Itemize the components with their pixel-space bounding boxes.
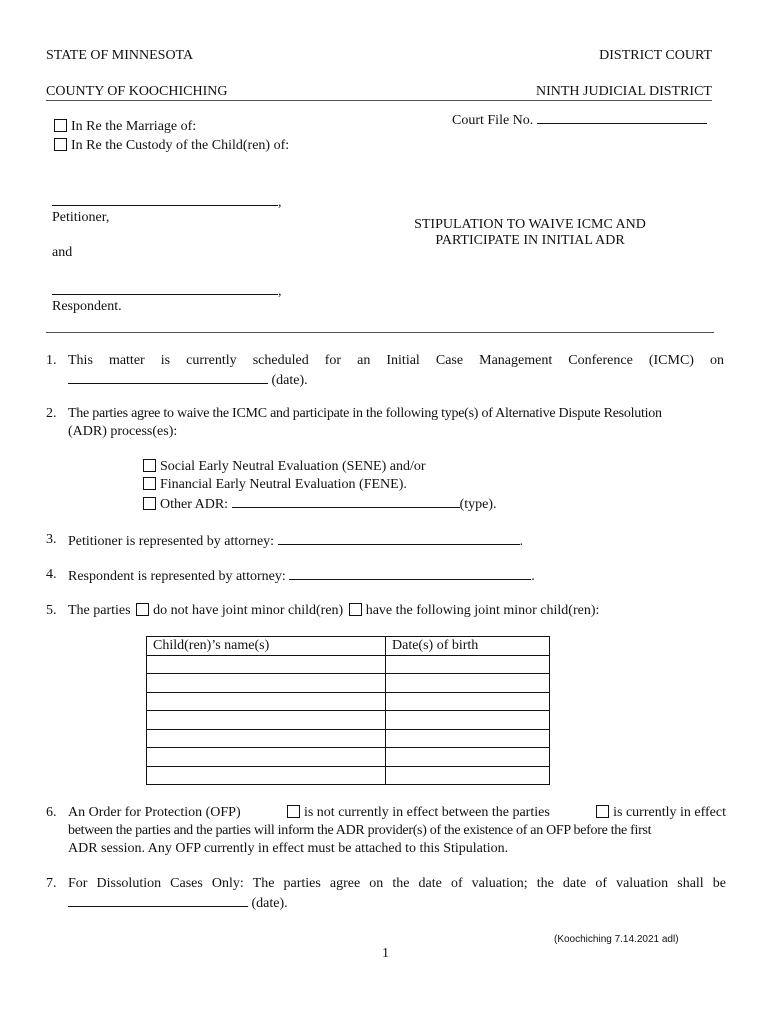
table-row bbox=[147, 692, 550, 711]
item-6-line-3: ADR session. Any OFP currently in effect must be attached to this Stipulation. bbox=[68, 841, 509, 856]
fene-label: Financial Early Neutral Evaluation (FENE). bbox=[160, 477, 407, 492]
item-3-line bbox=[68, 532, 523, 550]
comma: , bbox=[278, 195, 282, 210]
table-row bbox=[147, 729, 550, 748]
child-dob-cell[interactable] bbox=[386, 674, 550, 693]
item-6-line-2: between the parties and the parties will inform the ADR provider(s) of the existence of an OFP before the first bbox=[68, 823, 652, 838]
respondent-name-field[interactable] bbox=[52, 282, 278, 295]
child-name-cell[interactable] bbox=[147, 766, 386, 785]
item-4-number: 4. bbox=[46, 567, 57, 582]
other-adr-type-label: (type). bbox=[459, 497, 497, 512]
sene-label: Social Early Neutral Evaluation (SENE) and/or bbox=[160, 459, 426, 474]
table-row bbox=[147, 748, 550, 767]
item-6-number: 6. bbox=[46, 805, 57, 820]
item-4-line bbox=[68, 567, 535, 585]
no-children-checkbox[interactable] bbox=[136, 603, 149, 616]
state-label: STATE OF MINNESOTA bbox=[46, 48, 194, 63]
child-name-cell[interactable] bbox=[147, 692, 386, 711]
item-5-number: 5. bbox=[46, 603, 57, 618]
children-table bbox=[146, 636, 550, 785]
has-children-checkbox[interactable] bbox=[349, 603, 362, 616]
item-7-text: For Dissolution Cases Only: The parties agree on the date of valuation; the date of valuation shall be bbox=[68, 876, 726, 891]
item-6-line-1 bbox=[68, 805, 726, 821]
table-header-row bbox=[147, 637, 550, 656]
header-rule bbox=[46, 100, 712, 101]
document-title bbox=[380, 217, 680, 249]
child-dob-cell[interactable] bbox=[386, 748, 550, 767]
child-name-header: Child(ren)’s name(s) bbox=[147, 637, 386, 656]
ofp-label: An Order for Protection (OFP) bbox=[68, 805, 241, 820]
item-7-date-line bbox=[68, 894, 288, 912]
period: . bbox=[519, 534, 524, 549]
court-file-number bbox=[452, 111, 707, 129]
title-line-2: PARTICIPATE IN INITIAL ADR bbox=[435, 233, 625, 248]
no-children-label: do not have joint minor child(ren) bbox=[153, 603, 344, 618]
child-name-cell[interactable] bbox=[147, 748, 386, 767]
child-dob-cell[interactable] bbox=[386, 655, 550, 674]
marriage-checkbox[interactable] bbox=[54, 119, 67, 132]
icmc-date-field[interactable] bbox=[68, 371, 268, 384]
other-adr-checkbox[interactable] bbox=[143, 497, 156, 510]
valuation-date-field[interactable] bbox=[68, 894, 248, 907]
form-identifier: (Koochiching 7.14.2021 adl) bbox=[554, 934, 679, 945]
child-dob-cell[interactable] bbox=[386, 766, 550, 785]
item-5-prefix: The parties bbox=[68, 603, 131, 618]
custody-label: In Re the Custody of the Child(ren) of: bbox=[71, 138, 290, 153]
caption-rule bbox=[46, 332, 714, 333]
court-file-field[interactable] bbox=[537, 111, 707, 124]
item-4-text: Respondent is represented by attorney: bbox=[68, 569, 286, 584]
marriage-option bbox=[54, 119, 196, 135]
item-1-date-line bbox=[68, 371, 308, 389]
respondent-attorney-field[interactable] bbox=[289, 567, 531, 580]
other-adr-label: Other ADR: bbox=[160, 497, 229, 512]
court-label: DISTRICT COURT bbox=[599, 48, 712, 63]
item-3-number: 3. bbox=[46, 532, 57, 547]
ofp-not-in-effect-checkbox[interactable] bbox=[287, 805, 300, 818]
child-name-cell[interactable] bbox=[147, 655, 386, 674]
petitioner-name-field[interactable] bbox=[52, 193, 278, 206]
item-2-line-2: (ADR) process(es): bbox=[68, 424, 178, 439]
table-row bbox=[147, 766, 550, 785]
ofp-not-in-effect-label: is not currently in effect between the parties bbox=[303, 805, 550, 820]
page-number: 1 bbox=[382, 946, 389, 961]
comma: , bbox=[278, 284, 282, 299]
child-dob-header: Date(s) of birth bbox=[386, 637, 550, 656]
child-dob-cell[interactable] bbox=[386, 692, 550, 711]
and-label: and bbox=[52, 245, 73, 260]
child-name-cell[interactable] bbox=[147, 711, 386, 730]
petitioner-label: Petitioner, bbox=[52, 210, 110, 225]
adr-fene-option bbox=[143, 477, 407, 493]
has-children-label: have the following joint minor child(ren): bbox=[365, 603, 600, 618]
item-2-line-1: The parties agree to waive the ICMC and participate in the following type(s) of Alternative Dispute Resolution bbox=[68, 406, 662, 421]
petitioner-name-line bbox=[52, 193, 282, 211]
other-adr-type-field[interactable] bbox=[232, 495, 460, 508]
petitioner-attorney-field[interactable] bbox=[278, 532, 520, 545]
table-row bbox=[147, 655, 550, 674]
county-label: COUNTY OF KOOCHICHING bbox=[46, 84, 228, 99]
adr-sene-option bbox=[143, 459, 426, 475]
child-dob-cell[interactable] bbox=[386, 711, 550, 730]
district-label: NINTH JUDICIAL DISTRICT bbox=[535, 84, 712, 99]
fene-checkbox[interactable] bbox=[143, 477, 156, 490]
sene-checkbox[interactable] bbox=[143, 459, 156, 472]
item-2-number: 2. bbox=[46, 406, 57, 421]
ofp-in-effect-checkbox[interactable] bbox=[596, 805, 609, 818]
court-file-label: Court File No. bbox=[452, 113, 534, 128]
adr-other-option bbox=[143, 495, 497, 513]
item-7-date-label: (date). bbox=[251, 896, 288, 911]
custody-option bbox=[54, 138, 289, 154]
title-line-1: STIPULATION TO WAIVE ICMC AND bbox=[414, 217, 646, 232]
item-7-number: 7. bbox=[46, 876, 57, 891]
item-1-text: This matter is currently scheduled for an Initial Case Management Conference (ICMC) on bbox=[68, 353, 724, 368]
item-3-text: Petitioner is represented by attorney: bbox=[68, 534, 275, 549]
item-1-number: 1. bbox=[46, 353, 57, 368]
custody-checkbox[interactable] bbox=[54, 138, 67, 151]
item-5-line bbox=[68, 603, 599, 619]
child-name-cell[interactable] bbox=[147, 674, 386, 693]
marriage-label: In Re the Marriage of: bbox=[71, 119, 197, 134]
child-dob-cell[interactable] bbox=[386, 729, 550, 748]
respondent-label: Respondent. bbox=[52, 299, 122, 314]
item-1-date-label: (date). bbox=[271, 373, 308, 388]
table-row bbox=[147, 711, 550, 730]
period: . bbox=[531, 569, 535, 584]
respondent-name-line bbox=[52, 282, 282, 300]
table-row bbox=[147, 674, 550, 693]
child-name-cell[interactable] bbox=[147, 729, 386, 748]
ofp-in-effect-label: is currently in effect bbox=[613, 805, 726, 820]
